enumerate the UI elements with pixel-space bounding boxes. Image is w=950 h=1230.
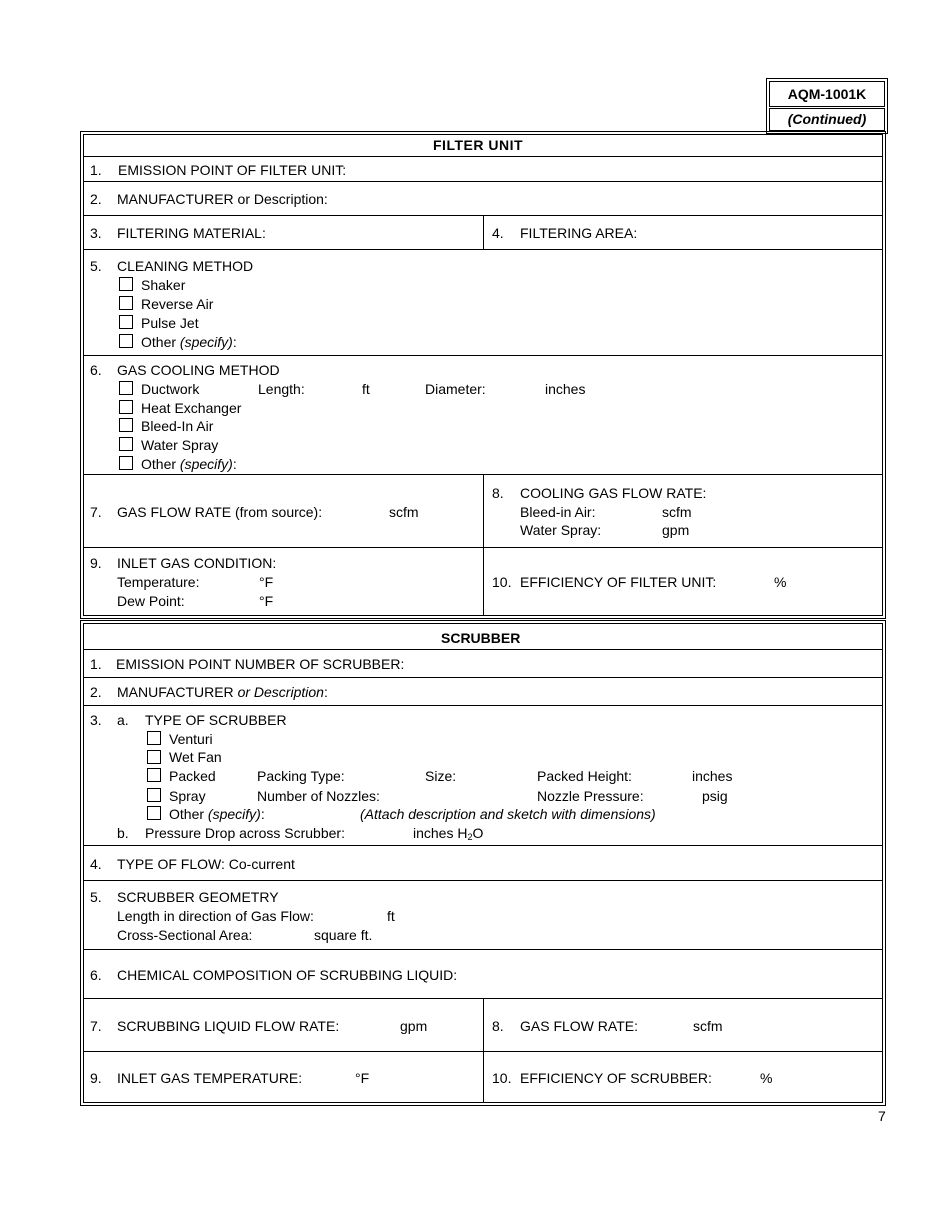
filter-q10-label: EFFICIENCY OF FILTER UNIT: [520, 574, 717, 590]
checkbox-bleed-in-air[interactable] [119, 418, 133, 432]
scrubber-q2-label: MANUFACTURER or Description: [117, 684, 328, 700]
scrubber-q5-label: SCRUBBER GEOMETRY [117, 889, 279, 905]
checkbox-wet-fan[interactable] [147, 750, 161, 764]
filter-q5-label: CLEANING METHOD [117, 258, 254, 274]
continued-label: (Continued) [769, 108, 885, 131]
filter-unit-title: FILTER UNIT [433, 137, 524, 153]
scrubber-q6-label: CHEMICAL COMPOSITION OF SCRUBBING LIQUID: [117, 967, 458, 983]
scrubber-q7-label: SCRUBBING LIQUID FLOW RATE: [117, 1018, 340, 1034]
checkbox-pulse-jet[interactable] [119, 315, 133, 329]
checkbox-other-cleaning[interactable] [119, 334, 133, 348]
checkbox-heat-exchanger[interactable] [119, 400, 133, 414]
checkbox-water-spray[interactable] [119, 437, 133, 451]
scrubber-type-label: TYPE OF SCRUBBER [145, 712, 287, 728]
scrubber-title: SCRUBBER [441, 630, 521, 646]
form-id: AQM-1001K [769, 81, 885, 107]
checkbox-ductwork[interactable] [119, 381, 133, 395]
checkbox-shaker[interactable] [119, 277, 133, 291]
filter-q6-label: GAS COOLING METHOD [117, 362, 280, 378]
scrubber-q9-label: INLET GAS TEMPERATURE: [117, 1070, 303, 1086]
checkbox-other-cooling[interactable] [119, 456, 133, 470]
divider [83, 156, 883, 157]
checkbox-packed[interactable] [147, 768, 161, 782]
form-id-box [766, 78, 888, 134]
filter-q1-label: EMISSION POINT OF FILTER UNIT: [118, 162, 347, 178]
checkbox-other-scrubber[interactable] [147, 806, 161, 820]
filter-q7-label: GAS FLOW RATE (from source): [117, 504, 323, 520]
filter-q8-label: COOLING GAS FLOW RATE: [520, 485, 707, 501]
filter-q2-label: MANUFACTURER or Description: [117, 191, 328, 207]
checkbox-venturi[interactable] [147, 731, 161, 745]
scrubber-q8-label: GAS FLOW RATE: [520, 1018, 638, 1034]
checkbox-reverse-air[interactable] [119, 296, 133, 310]
scrubber-q10-label: EFFICIENCY OF SCRUBBER: [520, 1070, 712, 1086]
filter-q3-label: FILTERING MATERIAL: [117, 225, 266, 241]
scrubber-q4-label: TYPE OF FLOW: Co-current [117, 856, 295, 872]
scrubber-q1-label: EMISSION POINT NUMBER OF SCRUBBER: [116, 656, 405, 672]
page-number: 7 [878, 1108, 886, 1124]
filter-q9-label: INLET GAS CONDITION: [117, 555, 277, 571]
filter-q4-label: FILTERING AREA: [520, 225, 638, 241]
checkbox-spray[interactable] [147, 788, 161, 802]
